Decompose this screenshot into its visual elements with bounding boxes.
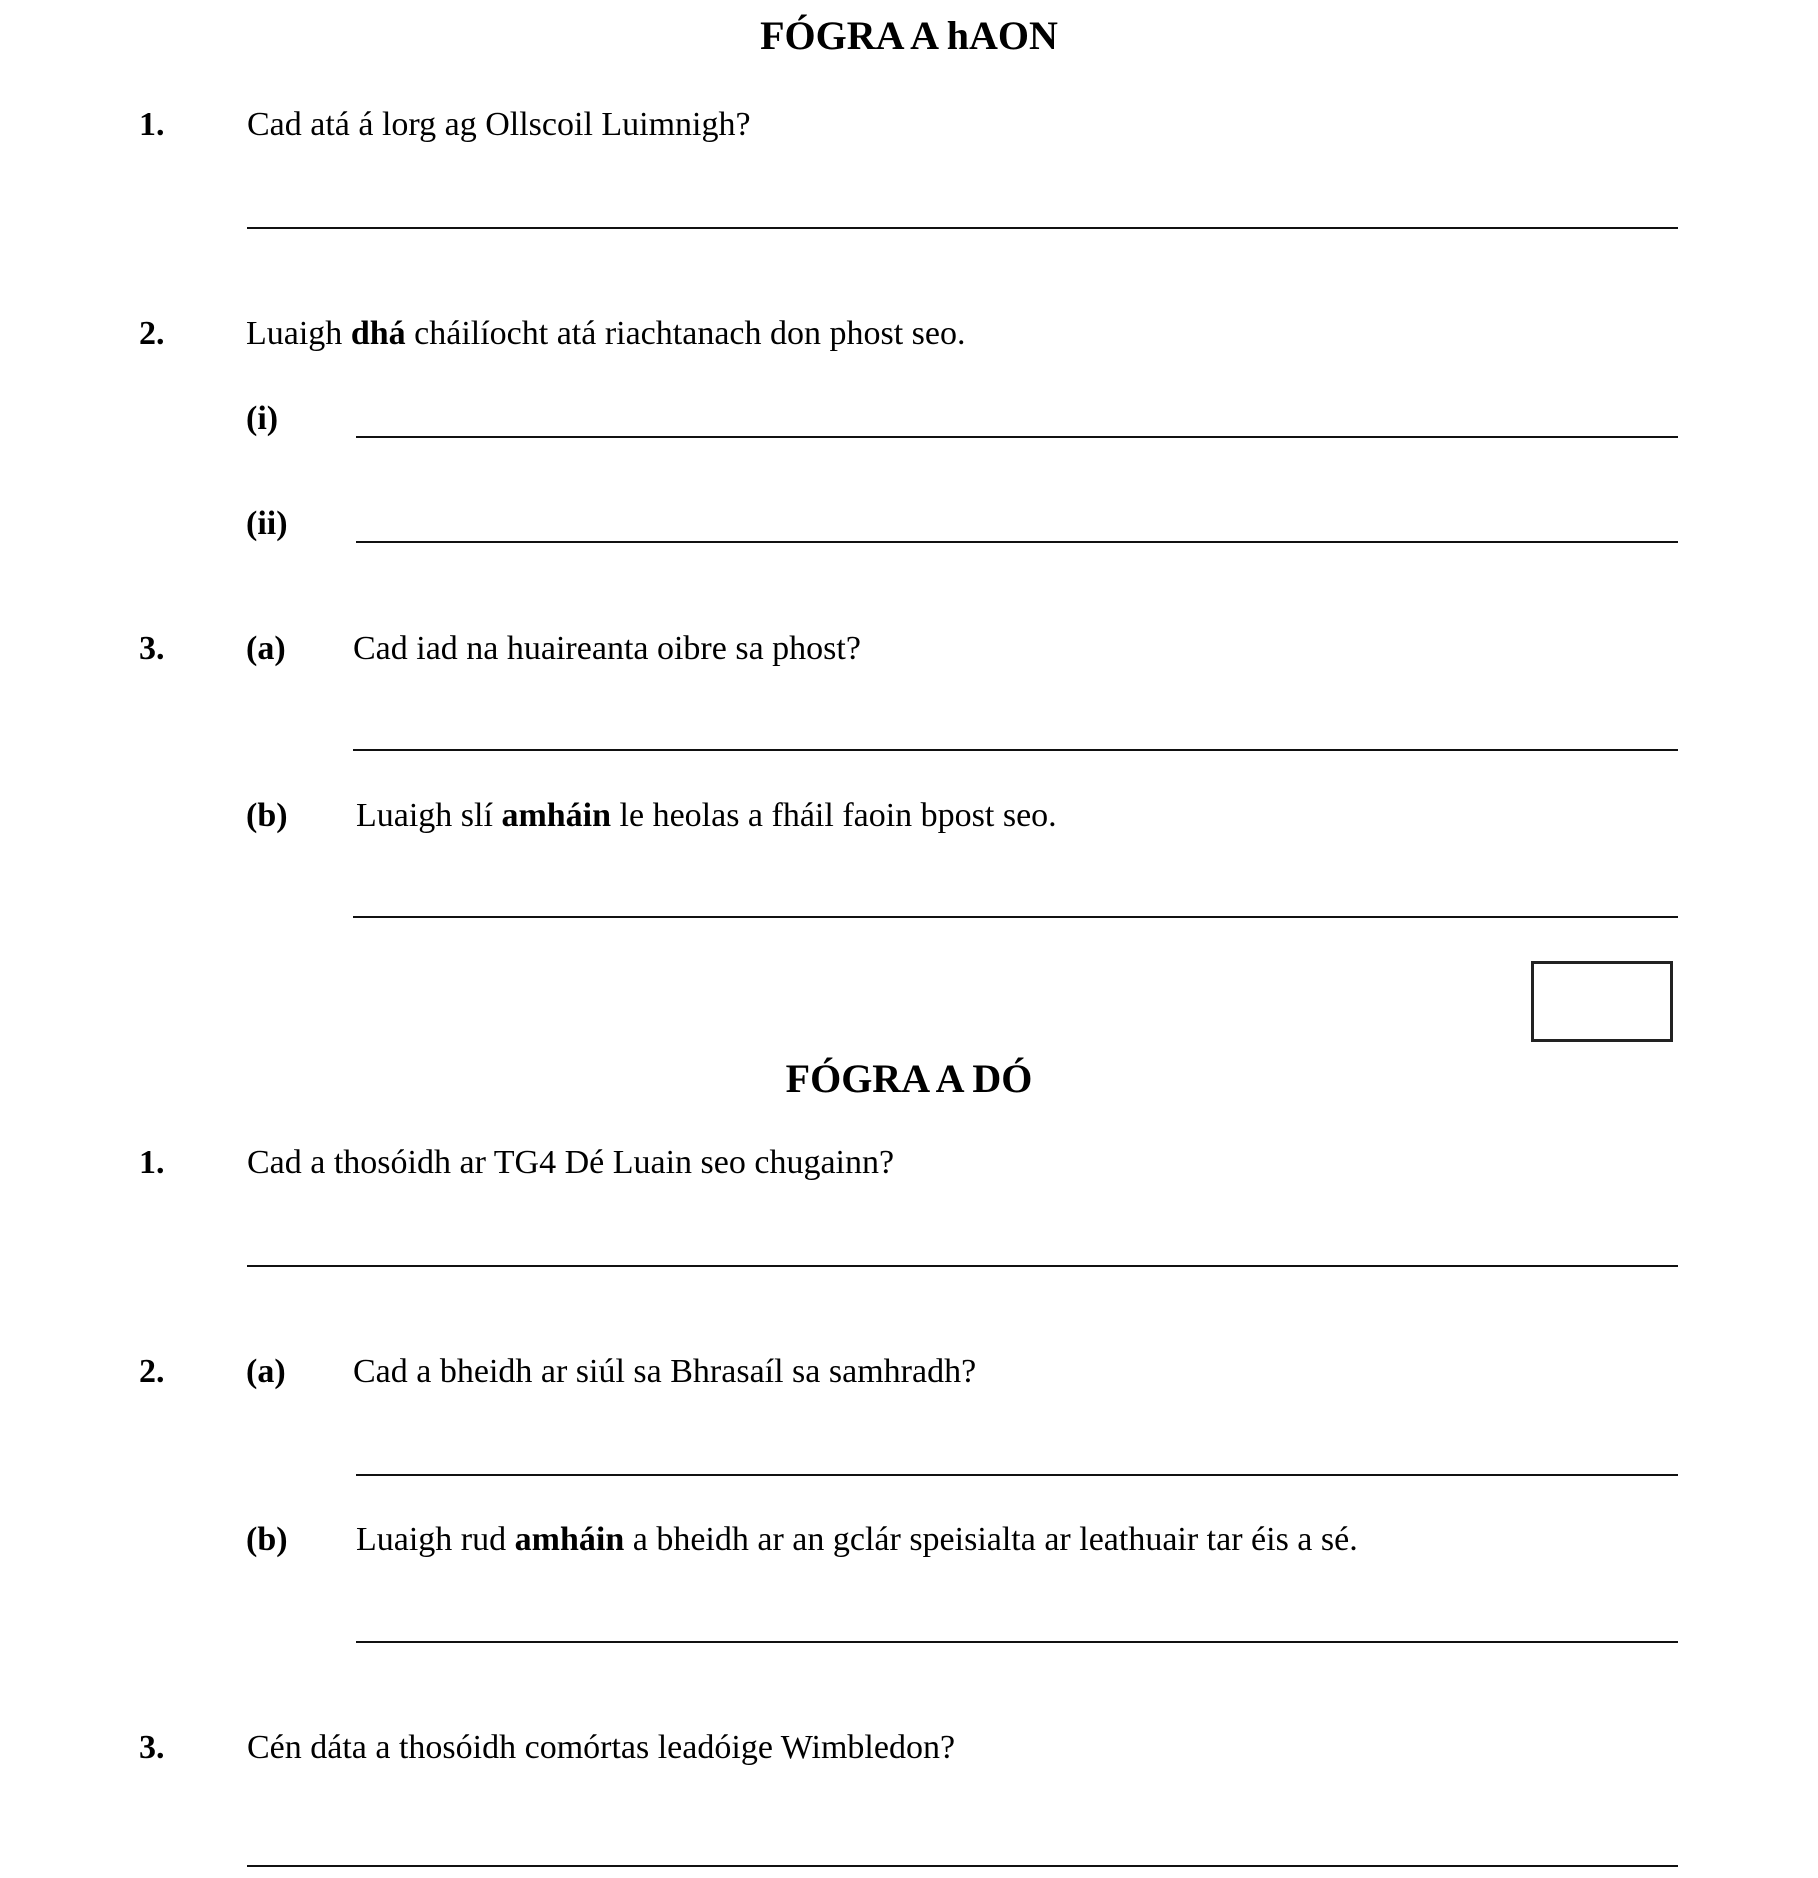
question-text: Luaigh dhá cháilíocht atá riachtanach don phost seo.: [246, 315, 966, 352]
answer-line[interactable]: [356, 436, 1678, 438]
emphasis: dhá: [350, 315, 406, 352]
question-number: 3.: [139, 1729, 165, 1766]
question-number: 1.: [139, 1144, 165, 1181]
question-text: Cén dáta a thosóidh comórtas leadóige Wimbledon?: [247, 1729, 956, 1766]
emphasis: amháin: [514, 1521, 625, 1558]
question-text: Cad a thosóidh ar TG4 Dé Luain seo chugainn?: [247, 1144, 895, 1181]
score-box[interactable]: [1531, 961, 1673, 1042]
question-number: 2.: [139, 315, 165, 352]
section-title-fogra-a-haon: FÓGRA A hAON: [760, 13, 1058, 58]
question-text: Luaigh slí amháin le heolas a fháil faoin bpost seo.: [356, 797, 1057, 834]
answer-line[interactable]: [356, 1641, 1678, 1643]
part-label: (b): [246, 1521, 288, 1558]
question-text: Cad a bheidh ar siúl sa Bhrasaíl sa samhradh?: [353, 1353, 977, 1390]
emphasis: amháin: [501, 797, 612, 834]
question-number: 3.: [139, 630, 165, 667]
answer-line[interactable]: [356, 541, 1678, 543]
section-title-fogra-a-do: FÓGRA A DÓ: [785, 1056, 1033, 1101]
answer-line[interactable]: [247, 227, 1678, 229]
part-label: (b): [246, 797, 288, 834]
answer-line[interactable]: [356, 1474, 1678, 1476]
part-label: (i): [246, 400, 279, 437]
question-text: Luaigh rud amháin a bheidh ar an gclár speisialta ar leathuair tar éis a sé.: [356, 1521, 1358, 1558]
question-number: 1.: [139, 106, 165, 143]
question-text: Cad atá á lorg ag Ollscoil Luimnigh?: [247, 106, 751, 143]
answer-line[interactable]: [247, 1265, 1678, 1267]
answer-line[interactable]: [353, 749, 1678, 751]
answer-line[interactable]: [353, 916, 1678, 918]
question-number: 2.: [139, 1353, 165, 1390]
question-text: Cad iad na huaireanta oibre sa phost?: [353, 630, 861, 667]
answer-line[interactable]: [247, 1865, 1678, 1867]
part-label: (a): [246, 630, 286, 667]
part-label: (a): [246, 1353, 286, 1390]
part-label: (ii): [246, 505, 288, 542]
